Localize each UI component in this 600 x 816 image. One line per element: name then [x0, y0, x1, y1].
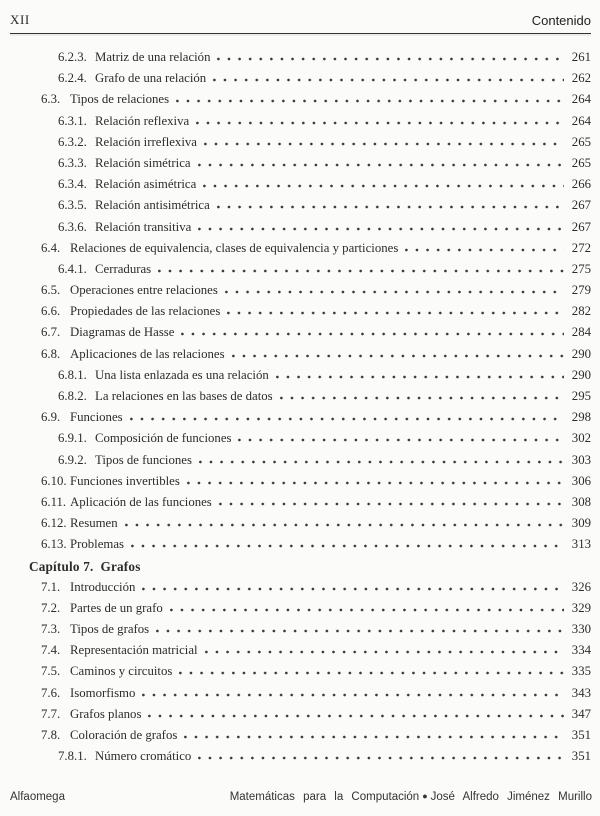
folio-page-number: XII: [10, 12, 30, 27]
toc-entry-number: 7.4.: [41, 643, 61, 658]
toc-entry-title: Aplicación de las funciones: [70, 494, 212, 509]
dot-leader: [125, 523, 564, 527]
toc-entry-number: 6.4.1.: [58, 261, 87, 276]
toc-entry-title: Cerraduras: [95, 261, 152, 276]
toc-entry-number: 6.11.: [41, 494, 67, 509]
toc-entry-title: Grafo de una relación: [95, 71, 207, 86]
toc-entry-page: 343: [571, 685, 591, 700]
toc-entry-number: 7.6.: [41, 685, 61, 700]
toc-entry-page: 265: [571, 134, 591, 149]
toc-entry: [10, 280, 591, 301]
running-title: Contenido: [531, 13, 591, 28]
toc-entry-page: 295: [571, 389, 591, 403]
toc-entry-title: Matriz de una relación: [95, 50, 211, 64]
toc-entry-title: Funciones invertibles: [70, 473, 180, 488]
toc-entry-page: 298: [571, 410, 591, 425]
toc-entry-page: 330: [571, 622, 591, 637]
dot-leader: [170, 608, 564, 612]
toc-entry: [10, 89, 591, 110]
toc-entry-page: 265: [571, 155, 591, 170]
toc-entry-title: Grafos planos: [70, 706, 142, 721]
toc-entry-number: Capítulo 7.: [29, 558, 94, 574]
toc-entry: [10, 217, 591, 238]
toc-entry: [10, 746, 591, 767]
toc-entry-number: 6.5.: [41, 283, 61, 298]
toc-entry-number: 6.3.5.: [58, 198, 87, 213]
toc-entry-page: 267: [571, 219, 591, 234]
toc-entry-title: La relaciones en las bases de datos: [95, 389, 273, 403]
dot-leader: [227, 311, 564, 315]
toc-entry-number: 6.3.: [41, 92, 61, 107]
dot-leader: [158, 269, 564, 273]
page-header: [10, 12, 591, 34]
dot-leader: [204, 142, 564, 146]
toc-entry-page: 264: [571, 113, 591, 128]
toc-entry-page: 261: [571, 50, 591, 64]
toc-entry: [10, 322, 591, 343]
author-name: José Alfredo Jiménez Murillo: [430, 791, 592, 803]
toc-entry: [10, 683, 591, 704]
dot-leader: [142, 693, 564, 697]
toc-entry-number: 6.6.: [41, 304, 61, 319]
toc-entry-number: 6.3.2.: [58, 134, 87, 149]
toc-entry: [10, 428, 591, 449]
toc-entry-page: 266: [571, 177, 591, 192]
toc-entry-title: Una lista enlazada es una relación: [95, 367, 269, 382]
book-credit: [230, 791, 592, 803]
toc-entry: [10, 471, 591, 492]
dot-leader: [203, 184, 564, 188]
toc-entry-title: Operaciones entre relaciones: [70, 283, 218, 298]
toc-entry-title: Propiedades de las relaciones: [70, 304, 221, 319]
toc-entry-number: 6.7.: [41, 325, 61, 340]
toc-entry-title: Relación antisimétrica: [95, 198, 210, 213]
toc-entry-page: 351: [571, 749, 591, 764]
toc-entry-page: 290: [571, 346, 591, 361]
toc-entry-title: Relación transitiva: [95, 219, 192, 234]
toc-entry-page: 306: [571, 473, 591, 488]
toc-entry-title: Número cromático: [95, 749, 192, 764]
toc-entry-title: Introducción: [70, 579, 136, 594]
toc-entry: [10, 238, 591, 259]
dot-leader: [198, 756, 564, 760]
toc-entry-page: 309: [571, 516, 591, 531]
dot-leader: [232, 354, 564, 358]
toc-entry-page: 284: [571, 325, 591, 340]
toc-entry: [10, 407, 591, 428]
toc-entry: [10, 725, 591, 746]
dot-leader: [131, 544, 564, 548]
dot-leader: [179, 671, 564, 675]
toc-entry-number: 6.8.1.: [58, 367, 87, 382]
toc-entry: [10, 577, 591, 598]
dot-leader: [130, 417, 564, 421]
dot-leader: [276, 375, 564, 379]
toc-entry-title: Caminos y circuitos: [70, 664, 173, 679]
toc-entry-page: 264: [571, 92, 591, 107]
toc-entry-title: Composición de funciones: [95, 431, 232, 446]
dot-leader: [148, 714, 564, 718]
toc-entry: [10, 132, 591, 153]
toc-entry-number: 6.9.: [41, 410, 61, 425]
toc-entry-number: 7.8.: [41, 728, 61, 742]
dot-leader: [225, 290, 564, 294]
toc-entry-page: 262: [571, 71, 591, 86]
toc-entry-title: Relación simétrica: [95, 155, 191, 170]
toc-entry-number: 7.1.: [41, 579, 61, 594]
toc-entry: [10, 450, 591, 471]
toc-entry: [10, 68, 591, 89]
toc-entry-title: Coloración de grafos: [70, 728, 178, 742]
toc-entry-number: 6.9.2.: [58, 452, 87, 467]
toc-entry-page: 302: [571, 431, 591, 446]
toc-entry-number: 6.3.4.: [58, 177, 87, 192]
book-title: Matemáticas para la Computación: [229, 791, 420, 803]
toc-entry-number: 6.8.2.: [58, 389, 87, 403]
toc-entry: [10, 640, 591, 661]
toc-entry: [10, 619, 591, 640]
toc-entry-title: Diagramas de Hasse: [70, 325, 175, 340]
toc-entry: [10, 704, 591, 725]
toc-entry-page: 351: [571, 728, 591, 742]
toc-entry: [10, 301, 591, 322]
dot-leader: [217, 205, 564, 209]
toc-entry-number: 6.8.: [41, 346, 61, 361]
toc-entry-page: 326: [571, 579, 591, 594]
dot-leader: [219, 502, 564, 506]
toc-entry-number: 6.13.: [41, 537, 67, 552]
toc-entry-page: 279: [571, 283, 591, 298]
toc-entry-page: 335: [571, 664, 591, 679]
page-footer: [10, 791, 592, 803]
toc-entry-title: Aplicaciones de las relaciones: [70, 346, 225, 361]
dot-leader: [196, 121, 564, 125]
toc-entry-number: 6.10.: [41, 473, 67, 488]
publisher-name: Alfaomega: [10, 791, 65, 803]
toc-entry-title: Relaciones de equivalencia, clases de equivalencia y particiones: [70, 240, 399, 255]
toc-entry-title: Resumen: [70, 516, 118, 531]
toc-entry: [10, 259, 591, 280]
toc-entry: [10, 153, 591, 174]
toc-entry-title: Tipos de funciones: [95, 452, 192, 467]
toc-entry-number: 7.2.: [41, 600, 61, 615]
dot-leader: [198, 227, 564, 231]
toc-entry-title: Relación irreflexiva: [95, 134, 197, 149]
toc-entry-page: 303: [571, 452, 591, 467]
toc-entry-number: 6.2.3.: [58, 50, 87, 64]
toc-entry-number: 7.8.1.: [58, 749, 87, 764]
toc-entry-page: 329: [571, 600, 591, 615]
toc-entry-page: 272: [571, 240, 591, 255]
dot-leader: [198, 163, 564, 167]
toc-entry: [10, 386, 591, 407]
dot-leader: [142, 587, 564, 591]
toc-entry: [10, 534, 591, 555]
toc-entry-number: 7.5.: [41, 664, 61, 679]
toc-entry-title: Grafos: [100, 558, 141, 574]
toc-entry-number: 6.2.4.: [58, 71, 87, 86]
dot-leader: [187, 481, 564, 485]
toc-entry-number: 6.9.1.: [58, 431, 87, 446]
toc-entry-title: Funciones: [70, 410, 123, 425]
dot-leader: [199, 460, 564, 464]
dot-leader: [176, 99, 564, 103]
toc-entry-number: 6.3.3.: [58, 155, 87, 170]
toc-entry-title: Problemas: [70, 537, 125, 552]
toc-entry-page: 290: [571, 367, 591, 382]
toc-entry-title: Relación asimétrica: [95, 177, 197, 192]
dot-leader: [156, 629, 564, 633]
toc-entry-title: Relación reflexiva: [95, 113, 190, 128]
dot-leader: [184, 735, 564, 739]
toc-entry-number: 7.3.: [41, 622, 61, 637]
toc-entry: [10, 174, 591, 195]
toc-entry-title: Partes de un grafo: [70, 600, 163, 615]
dot-leader: [280, 396, 564, 400]
toc-entry-number: 7.7.: [41, 706, 61, 721]
toc-entry: [10, 492, 591, 513]
dot-leader: [181, 332, 564, 336]
toc-entry: [10, 195, 591, 216]
bullet-separator: ●: [422, 791, 428, 801]
toc-entry-title: Tipos de relaciones: [70, 92, 170, 107]
toc-entry-page: 275: [571, 261, 591, 276]
toc-entry-page: 334: [571, 643, 591, 658]
toc-entry: [10, 661, 591, 682]
toc-entry: [10, 111, 591, 132]
toc-entry-page: 267: [571, 198, 591, 213]
toc-entry-page: 308: [571, 494, 591, 509]
toc-entry-title: Representación matricial: [70, 643, 198, 658]
toc-entry-number: 6.3.6.: [58, 219, 87, 234]
toc-entry-number: 6.3.1.: [58, 113, 87, 128]
toc-entry: [10, 47, 591, 68]
dot-leader: [213, 78, 564, 82]
toc-entry: [10, 344, 591, 365]
toc-entry: [10, 513, 591, 534]
toc-entry-page: 282: [571, 304, 591, 319]
toc-entry-page: 313: [571, 537, 591, 552]
dot-leader: [205, 650, 564, 654]
toc-entry: [10, 598, 591, 619]
toc-entry-title: Tipos de grafos: [70, 622, 150, 637]
chapter-heading: [10, 556, 591, 577]
toc-entry: [10, 365, 591, 386]
dot-leader: [238, 438, 564, 442]
toc-entry-page: 347: [571, 706, 591, 721]
toc-entry-number: 6.4.: [41, 240, 61, 255]
dot-leader: [217, 57, 564, 61]
toc-entry-title: Isomorfismo: [70, 685, 136, 700]
table-of-contents: [10, 47, 591, 767]
toc-entry-number: 6.12.: [41, 516, 67, 531]
dot-leader: [405, 248, 564, 252]
